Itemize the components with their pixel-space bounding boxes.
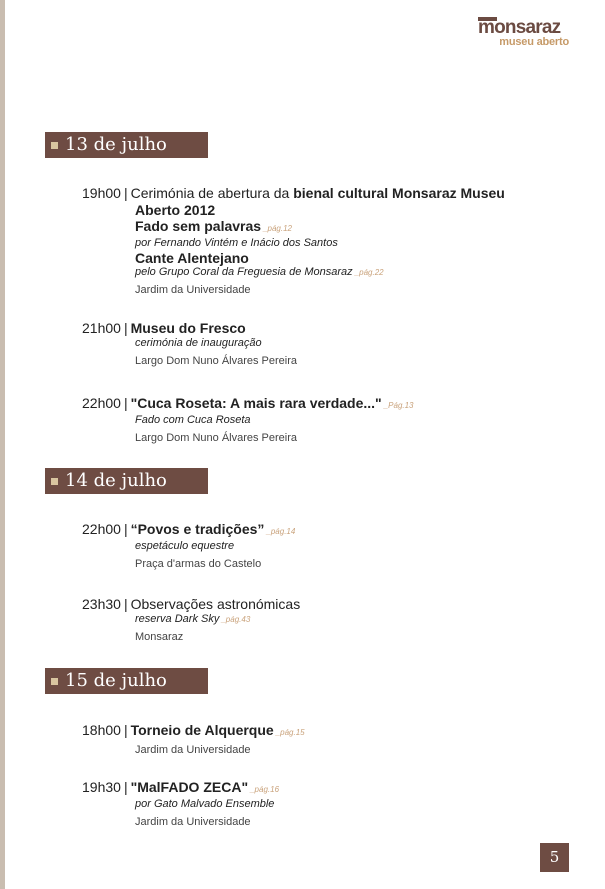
sub-event-title: Cante Alentejano — [135, 250, 249, 266]
date-label: 13 de julho — [65, 134, 167, 155]
separator: | — [123, 185, 128, 201]
event-time: 21h00 — [82, 320, 121, 336]
event-time: 22h00 — [82, 521, 121, 537]
left-border-rule — [0, 0, 5, 889]
bullet-square-icon — [51, 142, 58, 149]
separator: | — [123, 395, 128, 411]
event-title-bold: bienal cultural Monsaraz Museu — [293, 185, 505, 201]
sub-event-title-text: Fado sem palavras — [135, 218, 262, 234]
event-subtitle: espetáculo equestre — [135, 540, 235, 552]
separator: | — [123, 596, 128, 612]
page-reference: _pág.22 — [354, 268, 384, 277]
event-subtitle: cerimónia de inauguração — [135, 337, 262, 349]
event-headline — [82, 722, 582, 741]
date-label: 14 de julho — [65, 470, 167, 491]
event-venue: Largo Dom Nuno Álvares Pereira — [135, 355, 298, 367]
event-title: Museu do Fresco — [130, 320, 246, 336]
event-torneio-de-alquerque — [82, 722, 582, 757]
page-reference: _pág.16 — [250, 785, 280, 794]
event-headline — [82, 185, 582, 202]
sub-event-title — [135, 218, 582, 237]
logo-sub-text: museu aberto — [499, 36, 569, 48]
event-time: 22h00 — [82, 395, 121, 411]
event-time: 19h30 — [82, 779, 121, 795]
event-povos-e-tradicoes — [82, 521, 582, 571]
event-venue: Monsaraz — [135, 631, 184, 643]
page-reference: _pág.12 — [263, 224, 292, 233]
event-title: “Povos e tradições” — [130, 521, 265, 537]
separator: | — [123, 320, 128, 336]
monsaraz-logo — [478, 17, 573, 51]
separator: | — [123, 722, 128, 738]
event-subtitle: por Gato Malvado Ensemble — [135, 798, 275, 810]
page-reference: _pág.14 — [266, 527, 296, 536]
event-venue: Praça d'armas do Castelo — [135, 558, 262, 570]
separator: | — [123, 779, 128, 795]
event-title: "MalFADO ZECA" — [130, 779, 249, 795]
date-header-14-julho — [45, 468, 208, 494]
event-headline — [82, 395, 582, 414]
bullet-square-icon — [51, 478, 58, 485]
event-museu-do-fresco — [82, 320, 582, 368]
event-venue: Jardim da Universidade — [135, 816, 251, 828]
sub-event-performer — [135, 266, 582, 279]
event-venue: Jardim da Universidade — [135, 744, 251, 756]
page-reference: _pág.43 — [221, 615, 251, 624]
event-headline — [82, 596, 582, 613]
logo-main-text: monsaraz — [478, 17, 561, 38]
event-observacoes-astronomicas — [82, 596, 582, 644]
event-title-continued: Aberto 2012 — [135, 202, 216, 218]
sub-event-performer-text: pelo Grupo Coral da Freguesia de Monsaraz — [135, 266, 353, 278]
page-number: 5 — [540, 843, 569, 872]
event-headline — [82, 521, 582, 540]
event-title-normal: Cerimónia de abertura da — [130, 185, 294, 201]
event-time: 23h30 — [82, 596, 121, 612]
event-title: Observações astronómicas — [130, 596, 301, 612]
date-header-13-julho — [45, 132, 208, 158]
date-header-15-julho — [45, 668, 208, 694]
event-subtitle: Fado com Cuca Roseta — [135, 414, 251, 426]
event-headline — [82, 779, 582, 798]
event-opening-ceremony — [82, 185, 582, 297]
event-cuca-roseta — [82, 395, 582, 445]
event-subtitle — [135, 613, 582, 626]
bullet-square-icon — [51, 678, 58, 685]
page-reference: _pág.15 — [275, 728, 305, 737]
event-venue: Jardim da Universidade — [135, 284, 251, 296]
event-title: "Cuca Roseta: A mais rara verdade..." — [130, 395, 382, 411]
event-time: 18h00 — [82, 722, 121, 738]
event-venue: Largo Dom Nuno Álvares Pereira — [135, 432, 298, 444]
event-subtitle-text: reserva Dark Sky — [135, 613, 220, 625]
date-label: 15 de julho — [65, 670, 167, 691]
separator: | — [123, 521, 128, 537]
event-headline — [82, 320, 582, 337]
event-malfado-zeca — [82, 779, 582, 829]
event-time: 19h00 — [82, 185, 121, 201]
page-reference: _Pág.13 — [383, 401, 414, 410]
event-title: Torneio de Alquerque — [130, 722, 274, 738]
sub-event-performer: por Fernando Vintém e Inácio dos Santos — [135, 237, 338, 249]
